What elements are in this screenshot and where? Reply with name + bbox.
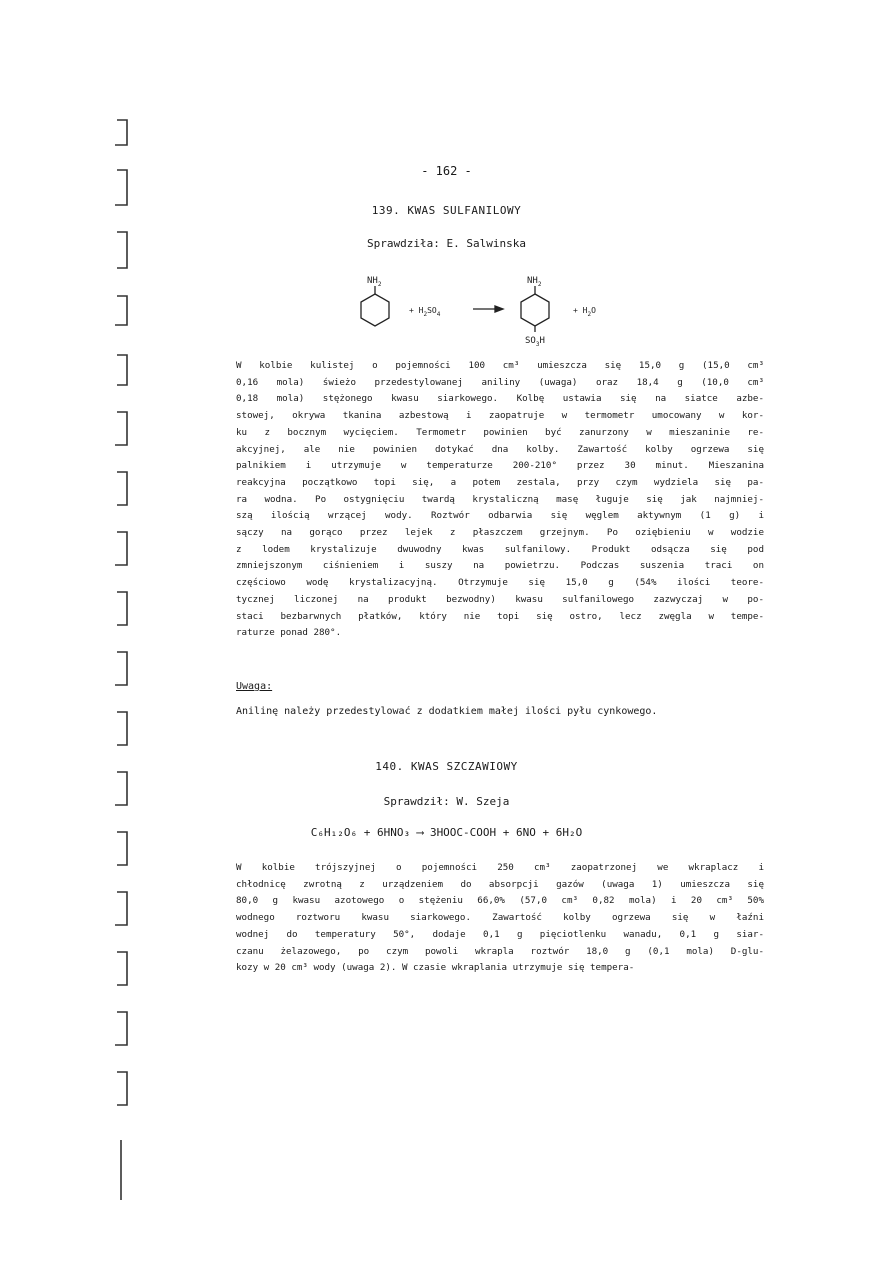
binder-margin-marks bbox=[105, 100, 145, 1200]
text-line: z lodem krystalizuje dwuwodny kwas sulfanilowy. Produkt odsącza się pod bbox=[236, 543, 764, 555]
product-nh2-label: $NH_2$ bbox=[527, 276, 542, 288]
text-line: ku z bocznym wycięciem. Termometr powinien być zanurzony w mieszaninie re- bbox=[236, 426, 764, 438]
note-heading: Uwaga: bbox=[236, 681, 273, 692]
text-line: czanu żelazowego, po czym powoli wkrapla roztwór 18,0 g (0,1 mola) D-glu- bbox=[236, 945, 764, 957]
text-line: tycznej liczonej na produkt bezwodny) kwasu sulfanilowego zazwyczaj w po- bbox=[236, 593, 764, 605]
text-line: W kolbie trójszyjnej o pojemności 250 cm³ zaopatrzonej we wkraplacz i bbox=[236, 862, 764, 873]
text-line: 0,18 mola) stężonego kwasu siarkowego. Kolbę ustawia się na siatce azbe- bbox=[236, 393, 764, 405]
text-line: raturze ponad 280°. bbox=[236, 627, 342, 639]
text-line: szą ilością wrzącej wody. Roztwór odbarwia się węglem aktywnym (1 g) i bbox=[236, 510, 764, 522]
section-140-procedure bbox=[236, 860, 764, 977]
text-line: wodnego roztworu kwasu siarkowego. Zawartość kolby ogrzewa się w łaźni bbox=[236, 912, 764, 924]
text-line: częściowo wodę krystalizacyjną. Otrzymuje się 15,0 g (54% ilości teore- bbox=[236, 577, 764, 589]
text-line: kozy w 20 cm³ wody (uwaga 2). W czasie wkraplania utrzymuje się tempera- bbox=[236, 962, 635, 974]
aniline-nh2-label: $NH_2$ bbox=[367, 276, 382, 288]
sulfuric-acid-label: + $H_2SO_4$ bbox=[409, 306, 441, 318]
page-number: - 162 - bbox=[421, 164, 472, 178]
text-line: staci bezbarwnych płatków, który nie topi się ostro, lecz zwęgla w tempe- bbox=[236, 610, 764, 622]
product-so3h-label: $SO_3H$ bbox=[525, 336, 545, 348]
text-line: 0,16 mola) świeżo przedestylowanej aniliny (uwaga) oraz 18,4 g (10,0 cm³ bbox=[236, 376, 764, 388]
section-140-checker: Sprawdził: W. Szeja bbox=[383, 795, 510, 808]
text-line: reakcyjna początkowo topi się, a potem zestala, przy czym wydziela się pa- bbox=[236, 476, 764, 488]
text-line: zmniejszonym ciśnieniem i suszy na powietrzu. Podczas suszenia traci on bbox=[236, 560, 764, 572]
section-139-checker: Sprawdziła: E. Salwinska bbox=[367, 237, 526, 250]
text-line: chłodnicę zwrotną z urządzeniem do absorpcji gazów (uwaga 1) umieszcza się bbox=[236, 878, 764, 890]
text-line: W kolbie kulistej o pojemności 100 cm³ umieszcza się 15,0 g (15,0 cm³ bbox=[236, 360, 764, 371]
text-line: stowej, okrywa tkanina azbestową i zaopatruje w termometr umocowany w kor- bbox=[236, 410, 764, 422]
water-label: + $H_2O$ bbox=[573, 306, 596, 318]
oxalic-acid-equation: C₆H₁₂O₆ + 6HNO₃ ⟶ 3HOOC-COOH + 6NO + 6H₂O bbox=[310, 826, 583, 839]
aniline-benzene-ring bbox=[361, 294, 389, 326]
section-140-title: 140. KWAS SZCZAWIOWY bbox=[375, 760, 518, 773]
sulfanilic-reaction-scheme bbox=[345, 272, 645, 348]
text-line: akcyjnej, ale nie powinien dotykać dna kolby. Zawartość kolby ogrzewa się bbox=[236, 443, 764, 455]
text-line: ra wodna. Po ostygnięciu twardą krystaliczną masę ługuje się jak najmniej- bbox=[236, 493, 764, 505]
note-text: Anilinę należy przedestylować z dodatkiem małej ilości pyłu cynkowego. bbox=[236, 706, 658, 717]
text-line: 80,0 g kwasu azotowego o stężeniu 66,0% (57,0 cm³ 0,82 mola) i 20 cm³ 50% bbox=[236, 895, 764, 907]
sulfanilic-benzene-ring bbox=[521, 294, 549, 326]
text-line: palnikiem i utrzymuje w temperaturze 200-210° przez 30 minut. Mieszanina bbox=[236, 460, 764, 472]
section-139-procedure bbox=[236, 358, 764, 642]
section-139-title: 139. KWAS SULFANILOWY bbox=[371, 204, 522, 217]
text-line: wodnej do temperatury 50°, dodaje 0,1 g pięciotlenku wanadu, 0,1 g siar- bbox=[236, 928, 764, 940]
text-line: sączy na gorąco przez lejek z płaszczem grzejnym. Po oziębieniu w wodzie bbox=[236, 527, 764, 539]
